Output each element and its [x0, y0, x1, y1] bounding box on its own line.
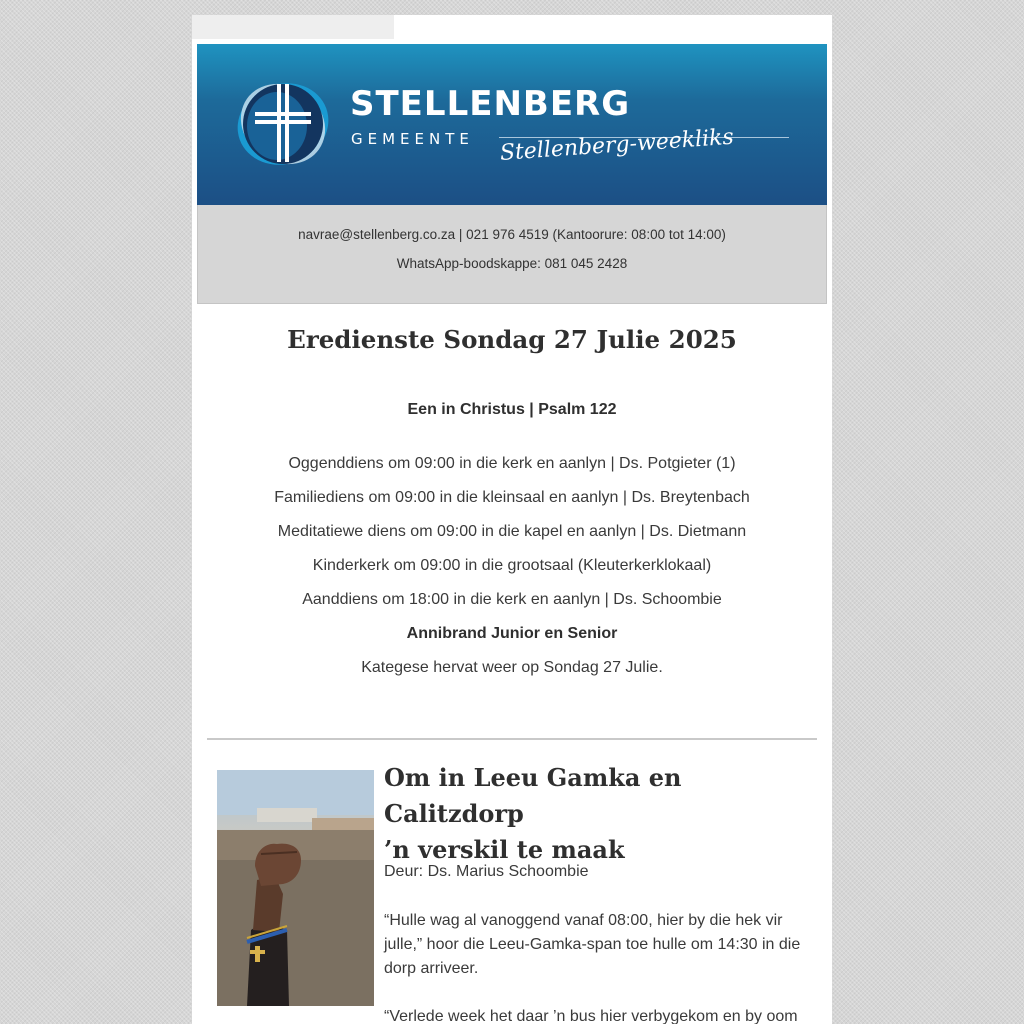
- katagese-notice: Kategese hervat weer op Sondag 27 Julie.: [361, 659, 663, 676]
- newsletter-email: [192, 15, 832, 1024]
- article-title-line2: ’n verskil te maak: [384, 835, 625, 864]
- services-list: [192, 455, 832, 693]
- newsletter-script-title: Stellenberg-weekliks: [499, 124, 735, 166]
- services-heading: Eredienste Sondag 27 Julie 2025: [287, 325, 737, 354]
- contact-bar: [197, 205, 827, 304]
- service-item: Oggenddiens om 09:00 in die kerk en aanlyn | Ds. Potgieter (1): [288, 455, 736, 472]
- service-item: Kinderkerk om 09:00 in die grootsaal (Kleuterkerklokaal): [312, 557, 712, 574]
- article-paragraph: “Verlede week het daar ’n bus hier verbygekom en by oom: [384, 1008, 798, 1024]
- service-item: Familiediens om 09:00 in die kleinsaal en aanlyn | Ds. Breytenbach: [274, 489, 750, 506]
- contact-whatsapp[interactable]: WhatsApp-boodskappe: 081 045 2428: [396, 256, 628, 271]
- article-paragraph: “Hulle wag al vanoggend vanaf 08:00, hier by die hek vir julle,” hoor die Leeu-Gamka-span toe hulle om 14:30 in die dorp arriveer.: [384, 912, 801, 977]
- contact-email-phone[interactable]: navrae@stellenberg.co.za | 021 976 4519 (Kantoorure: 08:00 tot 14:00): [298, 227, 726, 242]
- article-image[interactable]: [217, 770, 374, 1006]
- article-title[interactable]: [384, 760, 814, 868]
- brand-name: STELLENBERG: [350, 84, 631, 124]
- stellenberg-cross-logo-icon: [233, 74, 333, 174]
- article-title-line1: Om in Leeu Gamka en Calitzdorp: [384, 763, 682, 828]
- header-banner: [197, 44, 827, 205]
- raised-fist-photo-icon: [217, 770, 374, 1006]
- section-divider: [207, 738, 817, 740]
- annibrand-heading: Annibrand Junior en Senior: [406, 625, 618, 642]
- preheader-bar: [192, 15, 394, 39]
- service-item: Aanddiens om 18:00 in die kerk en aanlyn | Ds. Schoombie: [302, 591, 722, 608]
- article-byline: Deur: Ds. Marius Schoombie: [384, 863, 589, 880]
- brand-subtitle: GEMEENTE: [351, 130, 474, 148]
- sermon-theme: Een in Christus | Psalm 122: [407, 401, 617, 418]
- service-item: Meditatiewe diens om 09:00 in die kapel en aanlyn | Ds. Dietmann: [277, 523, 747, 540]
